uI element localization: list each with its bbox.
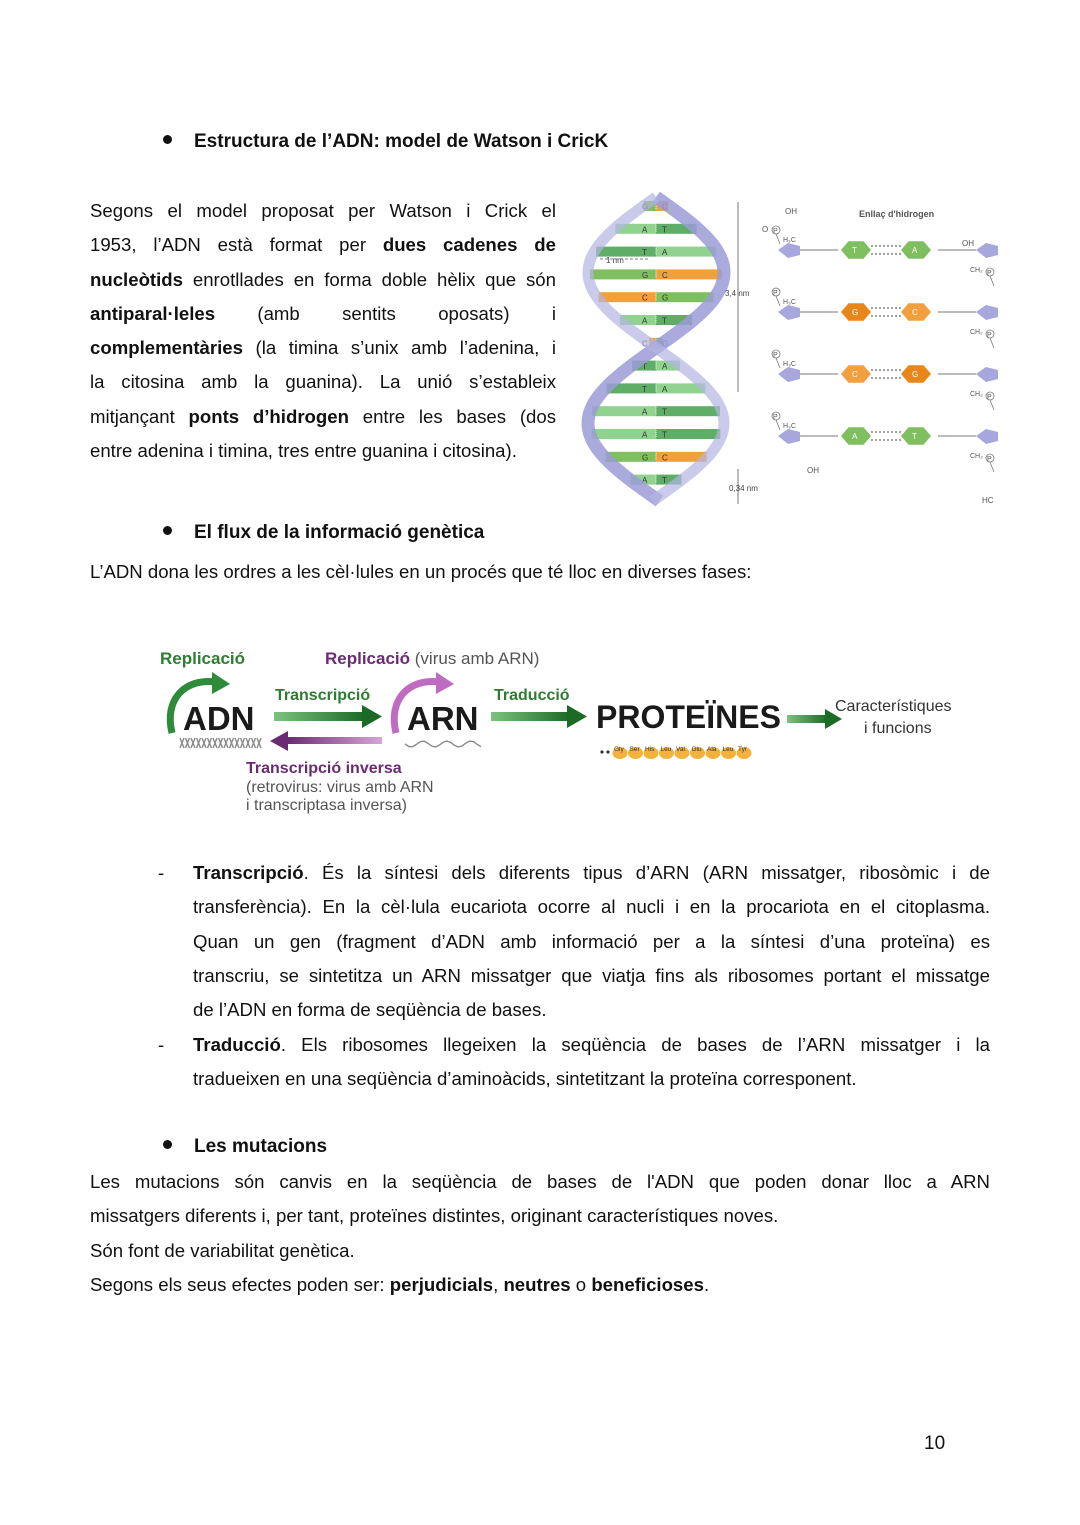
amino-acid-label: Tyr [738, 746, 748, 753]
sugar-right [976, 429, 998, 444]
mutations-line-3: Són font de variabilitat genètica. [90, 1239, 355, 1261]
ch2-label: CH₂ [970, 453, 983, 460]
transcription-arrowhead [362, 705, 382, 728]
list-line: Traducció. Els ribosomes llegeixen la seqüència de bases de l’ARN missatger i la [193, 1034, 990, 1055]
list-line: transferència). En la cèl·lula eucariota ocorre al nucli i en la procariota en el citoplasma. [193, 896, 990, 918]
base-letter: T [662, 316, 667, 326]
list-item-transcripcio [90, 856, 990, 1027]
base-letter: G [642, 202, 649, 212]
base-letter: A [662, 362, 668, 372]
base-letter: G [912, 370, 919, 379]
label-arn: ARN [407, 700, 479, 737]
base-letter: A [662, 248, 668, 258]
effect-beneficioses: beneficioses [591, 1273, 704, 1295]
chem-label: OH [807, 466, 819, 475]
heading-genetic-flow: El flux de la informació genètica [163, 522, 484, 544]
phosphate-label: P [773, 414, 778, 421]
base-letter: C [642, 293, 648, 303]
base-letter: C [642, 339, 648, 349]
phosphate-label: P [773, 352, 778, 359]
base-letter: A [642, 476, 648, 486]
para-line: nucleòtids enrotllades en forma doble hèlix que són [90, 268, 556, 290]
list-term: Traducció [193, 1034, 281, 1055]
bullet [163, 135, 172, 144]
list-line: de l’ADN en forma de seqüència de bases. [193, 999, 547, 1021]
base-letter: G [662, 339, 669, 349]
base-letter: G [852, 308, 859, 317]
mutations-line-4: Segons els seus efectes poden ser: perjudicials, neutres o beneficioses. [90, 1273, 710, 1295]
sugar-right [976, 367, 998, 382]
bonds-title: Enllaç d'hidrogen [859, 209, 935, 219]
phosphate-label: P [773, 290, 778, 297]
base-letter: A [642, 430, 648, 440]
para-line: antiparal·leles (amb sentits oposats) i [90, 302, 556, 324]
label-transcripcio: Transcripció [275, 687, 371, 704]
base-letter: T [662, 225, 667, 235]
base-letter: C [852, 370, 858, 379]
base-letter: C [912, 308, 918, 317]
phosphate-label: P [987, 394, 992, 401]
effect-perjudicials: perjudicials [389, 1273, 494, 1295]
base-letter: T [642, 384, 647, 394]
paragraph-mutations [90, 1165, 990, 1302]
h3c-label: H₃C [783, 237, 796, 244]
amino-acid-label: Gly [614, 746, 624, 753]
base-letter: T [912, 432, 917, 441]
base-letter: C [662, 202, 668, 212]
amino-acid-label: Leu [722, 746, 734, 753]
label-adn: ADN [183, 700, 255, 737]
flow-diagram [150, 638, 980, 828]
mutations-line-1: Les mutacions són canvis en la seqüència de bases de l'ADN que poden donar lloc a ARN [90, 1171, 990, 1192]
base-letter: T [662, 476, 667, 486]
replication-arrowhead [212, 672, 230, 694]
list-line: tradueixen en una seqüència d’aminoàcids, sintetitzant la proteïna corresponent. [193, 1068, 857, 1090]
sugar-left [778, 367, 800, 382]
label-funcions: i funcions [864, 720, 932, 737]
base-letter: T [852, 246, 857, 255]
list-line: Quan un gen (fragment d’ADN amb informació per a la síntesi d’una proteïna) es [193, 930, 990, 952]
transcription-arrow-shaft [274, 712, 364, 721]
h3c-label: H₃C [783, 361, 796, 368]
virus-replication-arrowhead [436, 672, 454, 694]
para-line: 1953, l’ADN està format per dues cadenes de [90, 234, 556, 256]
list-line: transcriu, se sintetitza un ARN missatger que viatja fins als ribosomes portant el missatge [193, 964, 990, 986]
label-retrovirus: (retrovirus: virus amb ARN [246, 779, 434, 796]
phosphate-label: P [987, 270, 992, 277]
sugar-right [976, 243, 998, 258]
flow-intro: L’ADN dona les ordres a les cèl·lules en un procés que té lloc en diverses fases: [90, 561, 752, 582]
sugar-left [778, 429, 800, 444]
reverse-transcription-arrowhead [270, 731, 288, 751]
label-proteines: PROTEÏNES [596, 699, 781, 735]
amino-acid-label: Ala [707, 746, 717, 753]
chem-label: OH [785, 207, 797, 216]
chem-label: HC [982, 496, 994, 505]
h3c-label: H₃C [783, 299, 796, 306]
ch2-label: CH₂ [970, 391, 983, 398]
phosphate-label: P [987, 456, 992, 463]
ch2-label: CH₂ [970, 329, 983, 336]
base-letter: A [642, 316, 648, 326]
base-letter: A [852, 432, 858, 441]
h3c-label: H₃C [783, 423, 796, 430]
list-line: Transcripció. És la síntesi dels diferents tipus d’ARN (ARN missatger, ribosòmic i de [193, 862, 990, 883]
sugar-left [778, 243, 800, 258]
mutations-line-2: missatgers diferents i, per tant, proteïnes distintes, originant característiques noves. [90, 1205, 779, 1227]
heading-dna-structure: Estructura de l’ADN: model de Watson i CricK [163, 131, 608, 153]
phosphate-label: P [773, 228, 778, 235]
phosphate-label: P [987, 332, 992, 339]
para-line: mitjançant ponts d’hidrogen entre les bases (dos [90, 405, 556, 427]
dna-figure [578, 192, 1018, 512]
effect-neutres: neutres [503, 1273, 571, 1295]
function-arrow-shaft [787, 715, 827, 723]
rna-strand-icon [405, 741, 481, 747]
translation-arrow-shaft [491, 712, 569, 721]
label-0-34nm: 0,34 nm [729, 484, 758, 493]
chem-label: O [762, 225, 769, 234]
label-1nm: 1 nm [606, 256, 624, 265]
para-line: Segons el model proposat per Watson i Crick el [90, 200, 556, 221]
amino-acid-chain-icon [600, 746, 751, 759]
label-replicacio: Replicació [160, 649, 246, 668]
base-letter: G [642, 453, 649, 463]
base-letter: A [912, 246, 918, 255]
list-term: Transcripció [193, 862, 304, 883]
label-transcriptasa: i transcriptasa inversa) [246, 797, 407, 814]
label-transcripcio-inversa: Transcripció inversa [246, 760, 402, 777]
sugar-right [976, 305, 998, 320]
chem-label: OH [962, 239, 974, 248]
base-letter: T [642, 362, 647, 372]
base-letter: A [642, 407, 648, 417]
label-3-4nm: 3,4 nm [725, 289, 750, 298]
list-dash: - [158, 862, 165, 883]
amino-acid-label: Ser [629, 746, 640, 753]
label-traduccio: Traducció [494, 687, 570, 704]
heading-mutations: Les mutacions [163, 1136, 327, 1158]
bullet [163, 1140, 172, 1149]
amino-acid-label: Leu [660, 746, 672, 753]
para-line: complementàries (la timina s’unix amb l’adenina, i [90, 337, 556, 359]
para-line: entre adenina i timina, tres entre guanina i citosina). [90, 440, 517, 462]
base-letter: G [642, 270, 649, 280]
ch2-label: CH₂ [970, 267, 983, 274]
bullet [163, 526, 172, 535]
translation-arrowhead [567, 705, 587, 728]
amino-acid-label: His [645, 746, 655, 753]
para-line: la citosina amb la guanina). La unió s’estableix [90, 371, 556, 393]
dna-ladder-icon [180, 738, 261, 748]
base-letter: G [662, 293, 669, 303]
base-letter: T [662, 407, 667, 417]
reverse-transcription-arrow-shaft [287, 737, 382, 744]
label-replicacio-virus: Replicació (virus amb ARN) [325, 649, 540, 668]
sugar-left [778, 305, 800, 320]
base-letter: T [662, 430, 667, 440]
base-letter: T [642, 248, 647, 258]
page-number: 10 [924, 1433, 946, 1454]
label-caracteristiques: Característiques [835, 698, 952, 715]
list-item-traduccio [90, 1028, 990, 1097]
base-letter: A [642, 225, 648, 235]
base-letter: A [662, 384, 668, 394]
list-dash: - [158, 1034, 165, 1055]
paragraph-watson-crick [90, 194, 556, 468]
amino-acid-label: Glu [691, 746, 702, 753]
amino-acid-label: Val [676, 746, 685, 753]
base-letter: C [662, 453, 668, 463]
base-letter: C [662, 270, 668, 280]
